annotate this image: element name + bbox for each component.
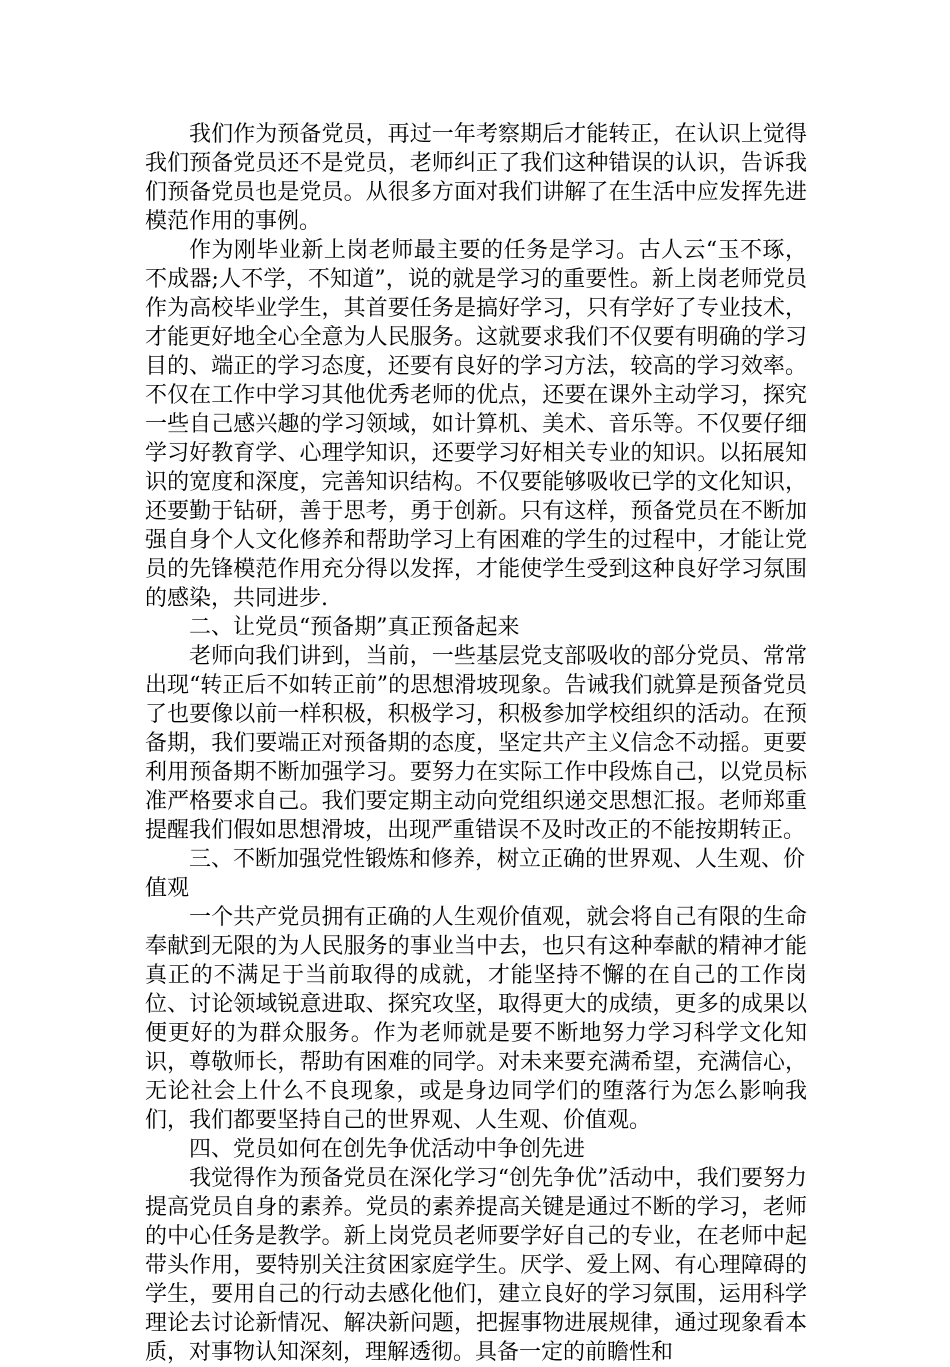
- section-heading-2: 二、让党员“预备期”真正预备起来: [189, 615, 520, 640]
- paragraph-preparatory-member-recognition: 我们作为预备党员，再过一年考察期后才能转正，在认识上觉得我们预备党员还不是党员，老师纠正了我们这种错误的认识，告诉我们预备党员也是党员。从很多方面对我们讲解了在生活中应发挥先进模范作用的事例。: [145, 122, 807, 234]
- paragraph-worldview: 一个共产党员拥有正确的人生观价值观，就会将自己有限的生命奉献到无限的为人民服务的事业当中去，也只有这种奉献的精神才能真正的不满足于当前取得的成就，才能坚持不懈的在自己的工作岗位、讨论领域锐意进取、探究攻坚，取得更大的成绩，更多的成果以便更好的为群众服务。作为老师就是要不断地努力学习科学文化知识，尊敬师长，帮助有困难的同学。对未来要充满希望，充满信心，无论社会上什么不良现象，或是身边同学们的堕落行为怎么影响我们，我们都要坚持自己的世界观、人生观、价值观。: [145, 905, 807, 1133]
- section-heading-4: 四、党员如何在创先争优活动中争创先进: [189, 1137, 586, 1162]
- section-heading-3: 三、不断加强党性锻炼和修养，树立正确的世界观、人生观、价值观: [145, 847, 806, 901]
- paragraph-preparatory-period: 老师向我们讲到，当前，一些基层党支部吸收的部分党员、常常出现“转正后不如转正前”的思想滑坡现象。告诫我们就算是预备党员了也要像以前一样积极，积极学习，积极参加学校组织的活动。在预备期，我们要端正对预备期的态度，坚定共产主义信念不动摇。更要利用预备期不断加强学习。要努力在实际工作中段炼自己，以党员标准严格要求自己。我们要定期主动向党组织递交思想汇报。老师郑重提醒我们假如思想滑坡，出现严重错误不及时改正的不能按期转正。: [145, 644, 807, 843]
- paragraph-learning-task: 作为刚毕业新上岗老师最主要的任务是学习。古人云“玉不琢，不成器;人不学，不知道”，说的就是学习的重要性。新上岗老师党员作为高校毕业学生，其首要任务是搞好学习，只有学好了专业技术，才能更好地全心全意为人民服务。这就要求我们不仅要有明确的学习目的、端正的学习态度，还要有良好的学习方法，较高的学习效率。不仅在工作中学习其他优秀老师的优点，还要在课外主动学习，探究一些自己感兴趣的学习领域，如计算机、美术、音乐等。不仅要仔细学习好教育学、心理学知识，还要学习好相关专业的知识。以拓展知识的宽度和深度，完善知识结构。不仅要能够吸收已学的文化知识，还要勤于钻研，善于思考，勇于创新。只有这样，预备党员在不断加强自身个人文化修养和帮助学习上有困难的学生的过程中，才能让党员的先锋模范作用充分得以发挥，才能使学生受到这种良好学习氛围的感染，共同进步.: [145, 238, 807, 611]
- document-body: [145, 120, 807, 1367]
- paragraph-create-excellence: 我觉得作为预备党员在深化学习“创先争优”活动中，我们要努力提高党员自身的素养。党员的素养提高关键是通过不断的学习，老师的中心任务是教学。新上岗党员老师要学好自己的专业，在老师中起带头作用，要特别关注贫困家庭学生。厌学、爱上网、有心理障碍的学生，要用自己的行动去感化他们，建立良好的学习氛围，运用科学理论去讨论新情况、解决新问题，把握事物进展规律，通过现象看本质，对事物认知深刻，理解透彻。具备一定的前瞻性和: [145, 1166, 807, 1365]
